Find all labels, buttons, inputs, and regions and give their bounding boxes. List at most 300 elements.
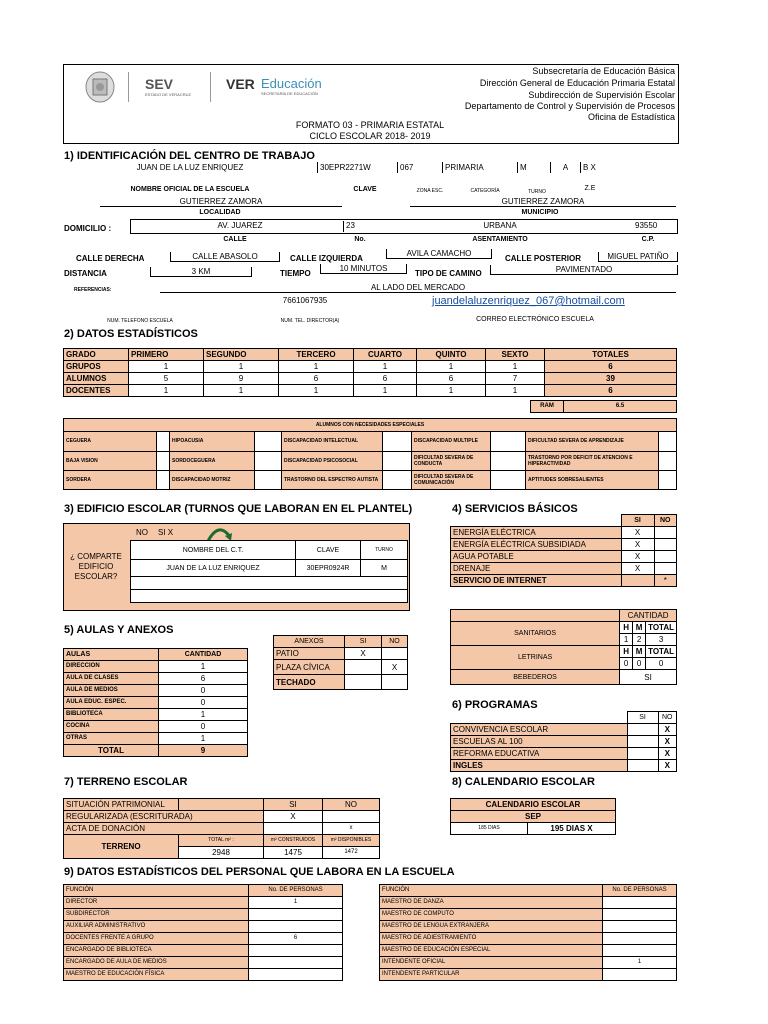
ver-logo-text: VER xyxy=(226,76,255,92)
cell: X xyxy=(621,551,654,563)
table-row xyxy=(380,921,677,933)
bx-value: B X xyxy=(581,162,678,173)
cell: DISCAPACIDAD INTELECTUAL xyxy=(282,432,383,452)
cell: 2948 xyxy=(179,847,264,859)
cell: X xyxy=(621,563,654,575)
cell xyxy=(382,675,408,690)
cell xyxy=(345,660,382,675)
cell xyxy=(654,539,677,551)
cell xyxy=(345,675,382,690)
section-3-title: 3) EDIFICIO ESCOLAR (TURNOS QUE LABORAN EN EL PLANTEL) xyxy=(64,503,413,515)
row-label: MAESTRO DE DANZA xyxy=(380,897,603,909)
row-label: MAESTRO DE EDUCACIÓN FÍSICA xyxy=(64,969,249,981)
cell: X xyxy=(621,527,654,539)
table-row xyxy=(131,560,408,577)
header-cuarto: CUARTO xyxy=(354,349,417,361)
distancia-value: 3 KM xyxy=(150,267,252,277)
cell: 1 xyxy=(620,634,633,646)
sev-subtitle: ESTADO DE VERACRUZ xyxy=(145,92,191,97)
row-label: AULA DE MEDIOS xyxy=(64,685,159,697)
table-row xyxy=(380,945,677,957)
header-line-1: Subsecretaría de Educación Básica xyxy=(532,66,675,76)
cell: 0 xyxy=(620,658,633,670)
row-label: CONVIVENCIA ESCOLAR xyxy=(451,724,628,736)
header-personas: No. DE PERSONAS xyxy=(249,885,343,897)
estadisticos-table xyxy=(63,348,677,397)
row-label: INTENDENTE OFICIAL xyxy=(380,957,603,969)
row-label: DOCENTES xyxy=(64,385,129,397)
table-row xyxy=(64,709,248,721)
table-row xyxy=(64,685,248,697)
table-row xyxy=(380,957,677,969)
row-label: MAESTRO DE ADIESTRAMIENTO xyxy=(380,933,603,945)
identificacion-row xyxy=(63,162,677,173)
cell: DISCAPACIDAD MOTRIZ xyxy=(170,471,255,490)
cell: BAJA VISION xyxy=(64,452,157,471)
formato-title: FORMATO 03 - PRIMARIA ESTATAL xyxy=(295,120,445,130)
table-row xyxy=(451,760,677,772)
row-label: ENCARGADO DE AULA DE MEDIOS xyxy=(64,957,249,969)
sev-logo-text: SEV xyxy=(145,76,174,92)
cell: x xyxy=(323,823,380,835)
cell: TRASTORNO DEL ESPECTRO AUTISTA xyxy=(282,471,383,490)
cell: X xyxy=(658,748,677,760)
calle-derecha-value: CALLE ABASOLO xyxy=(170,252,280,262)
table-row xyxy=(131,577,408,590)
cell: 2 xyxy=(633,634,646,646)
row-label: AULA DE CLASES xyxy=(64,673,159,685)
row-label: OTRAS xyxy=(64,733,159,745)
calle-posterior-value: MIGUEL PATIÑO xyxy=(598,252,678,262)
cell: 1 xyxy=(129,385,204,397)
ram-table xyxy=(530,400,677,413)
label-municipio: MUNICIPIO xyxy=(521,209,559,216)
ram-value: 6.5 xyxy=(564,401,677,413)
cell: 6 xyxy=(279,373,354,385)
cell: 195 DIAS X xyxy=(528,823,616,835)
cell xyxy=(603,909,677,921)
row-label: AGUA POTABLE xyxy=(451,551,622,563)
total-cell: 6 xyxy=(545,385,677,397)
header-line-5: Oficina de Estadística xyxy=(587,112,675,122)
telefono-value: 7661067935 xyxy=(282,296,328,305)
header-no: NO xyxy=(382,636,408,648)
row-label: ACTA DE DONACIÓN xyxy=(64,823,264,835)
cell: DIFICULTAD SEVERA DE COMUNICACIÓN xyxy=(412,471,491,490)
total-value: 9 xyxy=(159,745,248,757)
divider-line xyxy=(128,72,129,102)
comparte-pregunta: ¿ COMPARTE EDIFICIO ESCOLAR? xyxy=(70,552,122,581)
header-si: SI xyxy=(621,515,654,527)
table-row xyxy=(64,661,248,673)
cell xyxy=(603,897,677,909)
asentamiento-value: URBANA xyxy=(483,221,517,230)
table-row xyxy=(64,721,248,733)
cell xyxy=(603,969,677,981)
label-cp: C.P. xyxy=(641,236,655,243)
label-correo: CORREO ELECTRÓNICO ESCUELA xyxy=(476,316,594,323)
header-disponibles: m² DISPONIBLES xyxy=(323,835,380,847)
table-row xyxy=(64,909,343,921)
header-total: TOTAL xyxy=(646,646,677,658)
nee-title: ALUMNOS CON NECESIDADES ESPECIALES xyxy=(64,419,677,432)
header-grado: GRADO xyxy=(64,349,129,361)
header-construidos: m² CONSTRUIDOS xyxy=(264,835,323,847)
row-label: PATIO xyxy=(274,648,345,660)
header-aulas: AULAS xyxy=(64,649,159,661)
header-no: NO xyxy=(654,515,677,527)
cell xyxy=(654,527,677,539)
table-row xyxy=(64,945,343,957)
cell xyxy=(603,933,677,945)
row-label: MAESTRO DE EDUCACIÓN ESPECIAL xyxy=(380,945,603,957)
label-nombre: NOMBRE OFICIAL DE LA ESCUELA xyxy=(130,186,250,193)
cell: HIPOACUSIA xyxy=(170,432,255,452)
letrinas-label: LETRINAS xyxy=(451,646,620,670)
cell: 1 xyxy=(354,385,417,397)
cell: 185 DIAS xyxy=(451,823,528,835)
educacion-logo-text: Educación xyxy=(261,76,322,91)
table-row xyxy=(64,385,677,397)
header-no: NO xyxy=(323,799,380,811)
table-row xyxy=(64,957,343,969)
label-distancia: DISTANCIA xyxy=(64,269,107,278)
calle-izquierda-value: AVILA CAMACHO xyxy=(386,249,492,259)
table-row xyxy=(451,724,677,736)
header-calendario: CALENDARIO ESCOLAR xyxy=(451,799,616,811)
header-totales: TOTALES xyxy=(545,349,677,361)
label-telefono: NUM. TELEFONO ESCUELA xyxy=(107,318,173,324)
table-row xyxy=(451,527,677,539)
personal-left-table xyxy=(63,884,343,981)
header-situacion: SITUACIÓN PATRIMONIAL xyxy=(64,799,179,811)
cell: 0 xyxy=(159,685,248,697)
cell: X xyxy=(264,811,323,823)
table-row xyxy=(64,811,380,823)
label-domicilio: DOMICILIO : xyxy=(64,224,112,233)
row-label: MAESTRO DE LENGUA EXTRANJERA xyxy=(380,921,603,933)
row-label: PLAZA CÍVICA xyxy=(274,660,345,675)
cell: 1 xyxy=(279,361,354,373)
cell: 0 xyxy=(646,658,677,670)
row-label: INGLES xyxy=(451,760,628,772)
cell: 1475 xyxy=(264,847,323,859)
bebederos-label: BEBEDEROS xyxy=(451,670,620,685)
edificio-table xyxy=(130,540,408,603)
cell: APTITUDES SOBRESALIENTES xyxy=(526,471,659,490)
programas-table xyxy=(450,711,677,772)
cell: 5 xyxy=(129,373,204,385)
cell xyxy=(249,957,343,969)
table-row xyxy=(274,675,408,690)
cell: 0 xyxy=(159,721,248,733)
table-row xyxy=(64,361,677,373)
total-cell: 6 xyxy=(545,361,677,373)
cell: 0 xyxy=(159,697,248,709)
label-zona: ZONA ESC. xyxy=(416,188,444,194)
section-9-title: 9) DATOS ESTADÍSTICOS DEL PERSONAL QUE LABORA EN LA ESCUELA xyxy=(64,866,455,878)
cell xyxy=(654,563,677,575)
table-row xyxy=(64,933,343,945)
cell: 3 xyxy=(646,634,677,646)
cell: 7 xyxy=(486,373,545,385)
header-si: SI xyxy=(627,712,658,724)
row-label: AULA EDUC. ESPEC. xyxy=(64,697,159,709)
row-label: ESCUELAS AL 100 xyxy=(451,736,628,748)
cell xyxy=(249,945,343,957)
row-label: GRUPOS xyxy=(64,361,129,373)
row-label: AUXILIAR ADMINISTRATIVO xyxy=(64,921,249,933)
table-row xyxy=(64,969,343,981)
escuela-value: JUAN DE LA LUZ ENRIQUEZ xyxy=(63,162,318,173)
header-line-3: Subdirección de Supervisión Escolar xyxy=(528,90,675,100)
table-row xyxy=(451,736,677,748)
header-no: NO xyxy=(658,712,677,724)
label-referencias: REFERENCIAS: xyxy=(74,287,112,293)
servicios-table xyxy=(450,514,677,587)
no-value: 23 xyxy=(343,221,355,232)
categoria-value: PRIMARIA xyxy=(443,162,518,173)
header-funcion: FUNCIÓN xyxy=(64,885,249,897)
row-label: DIRECTOR xyxy=(64,897,249,909)
table-row xyxy=(64,733,248,745)
sanitarios-label: SANITARIOS xyxy=(451,622,620,646)
row-label: ENCARGADO DE BIBLIOTECA xyxy=(64,945,249,957)
header-total: TOTAL m² : xyxy=(179,835,264,847)
header-m: M xyxy=(633,646,646,658)
cell: X xyxy=(345,648,382,660)
table-row xyxy=(380,933,677,945)
header-line-2: Dirección General de Educación Primaria Estatal xyxy=(479,78,675,88)
ram-label: RAM xyxy=(531,401,564,413)
cell xyxy=(249,969,343,981)
cell: 1472 xyxy=(323,847,380,859)
sep-label: SEP xyxy=(451,811,616,823)
row-label: MAESTRO DE COMPUTO xyxy=(380,909,603,921)
cell: 1 xyxy=(417,361,486,373)
cell xyxy=(603,921,677,933)
header-si: SI xyxy=(345,636,382,648)
section-4-title: 4) SERVICIOS BÁSICOS xyxy=(452,503,578,515)
edificio-no: NO xyxy=(136,528,148,537)
cell: 9 xyxy=(204,373,279,385)
table-row xyxy=(64,452,677,471)
total-label: TOTAL xyxy=(64,745,159,757)
table-row xyxy=(64,697,248,709)
cell: 1 xyxy=(159,709,248,721)
header-turno: TURNO xyxy=(361,541,408,560)
cell: 1 xyxy=(204,385,279,397)
label-tipo-camino: TIPO DE CAMINO xyxy=(415,269,482,278)
cell: 1 xyxy=(159,733,248,745)
cell xyxy=(603,945,677,957)
label-calle-izquierda: CALLE IZQUIERDA xyxy=(290,254,363,263)
terreno-label: TERRENO xyxy=(64,835,179,859)
cell: X xyxy=(621,539,654,551)
table-row xyxy=(274,660,408,675)
label-clave: CLAVE xyxy=(353,186,377,193)
row-label: ENERGÍA ELÉCTRICA xyxy=(451,527,622,539)
label-categoria: CATEGORÍA xyxy=(470,188,500,194)
table-row xyxy=(451,539,677,551)
header-sexto: SEXTO xyxy=(486,349,545,361)
row-label: BIBLIOTECA xyxy=(64,709,159,721)
cell: * xyxy=(654,575,677,587)
row-label: DIRECCION xyxy=(64,661,159,673)
cell xyxy=(621,575,654,587)
cell: JUAN DE LA LUZ ENRIQUEZ xyxy=(131,560,296,577)
row-label: COCINA xyxy=(64,721,159,733)
table-row xyxy=(64,921,343,933)
row-label: ENERGÍA ELÉCTRICA SUBSIDIADA xyxy=(451,539,622,551)
cell: 1 xyxy=(159,661,248,673)
municipio-value: GUTIERREZ ZAMORA xyxy=(410,197,676,207)
cell xyxy=(249,909,343,921)
cell: DIFICULTAD SEVERA DE APRENDIZAJE xyxy=(526,432,659,452)
header-total: TOTAL xyxy=(646,622,677,634)
header-anexos: ANEXOS xyxy=(274,636,345,648)
cell: 1 xyxy=(486,361,545,373)
header-m: M xyxy=(633,622,646,634)
table-row xyxy=(451,563,677,575)
header-personas: No. DE PERSONAS xyxy=(603,885,677,897)
cell: 1 xyxy=(417,385,486,397)
terreno-table xyxy=(63,798,380,859)
referencias-value: AL LADO DEL MERCADO xyxy=(160,283,676,293)
table-row xyxy=(64,471,677,490)
table-row xyxy=(64,673,248,685)
cell: 1 xyxy=(354,361,417,373)
cell: 6 xyxy=(159,673,248,685)
table-row xyxy=(451,748,677,760)
table-row xyxy=(380,909,677,921)
header-quinto: QUINTO xyxy=(417,349,486,361)
nee-table xyxy=(63,418,677,490)
row-label: SUBDIRECTOR xyxy=(64,909,249,921)
header-cantidad: CANTIDAD xyxy=(620,610,677,622)
cell: M xyxy=(361,560,408,577)
row-label: DRENAJE xyxy=(451,563,622,575)
table-row xyxy=(451,551,677,563)
table-row xyxy=(64,432,677,452)
row-label: REFORMA EDUCATIVA xyxy=(451,748,628,760)
cell: SORDERA xyxy=(64,471,157,490)
coat-of-arms-icon xyxy=(82,70,118,104)
header-funcion: FUNCIÓN xyxy=(380,885,603,897)
row-label: DOCENTES FRENTE A GRUPO xyxy=(64,933,249,945)
cell: DISCAPACIDAD PSICOSOCIAL xyxy=(282,452,383,471)
row-label: ALUMNOS xyxy=(64,373,129,385)
cell: 6 xyxy=(417,373,486,385)
header-si: SI xyxy=(264,799,323,811)
label-tel-director: NUM. TEL. DIRECTOR(A) xyxy=(280,318,340,324)
cell: 1 xyxy=(486,385,545,397)
table-row xyxy=(380,969,677,981)
header-h: H xyxy=(620,622,633,634)
table-row xyxy=(64,373,677,385)
cp-value: 93550 xyxy=(635,221,658,230)
section-8-title: 8) CALENDARIO ESCOLAR xyxy=(452,776,596,788)
table-row xyxy=(64,897,343,909)
label-no: No. xyxy=(354,236,366,243)
cell xyxy=(382,648,408,660)
table-row xyxy=(274,648,408,660)
label-calle: CALLE xyxy=(223,236,247,243)
localidad-value: GUTIERREZ ZAMORA xyxy=(100,197,342,207)
cell: 1 xyxy=(204,361,279,373)
cell: 1 xyxy=(603,957,677,969)
section-1-title: 1) IDENTIFICACIÓN DEL CENTRO DE TRABAJO xyxy=(64,150,315,162)
header-tercero: TERCERO xyxy=(279,349,354,361)
row-label: TECHADO xyxy=(274,675,345,690)
cell: SORDOCEGUERA xyxy=(170,452,255,471)
table-row xyxy=(451,823,616,835)
header-clave: CLAVE xyxy=(296,541,361,560)
section-6-title: 6) PROGRAMAS xyxy=(452,699,538,711)
ciclo-title: CICLO ESCOLAR 2018- 2019 xyxy=(309,131,431,141)
section-2-title: 2) DATOS ESTADÍSTICOS xyxy=(64,328,198,340)
aulas-table xyxy=(63,648,248,757)
calle-value: AV. JUAREZ xyxy=(217,221,263,230)
turno-value: M xyxy=(518,162,551,173)
cell: 1 xyxy=(249,897,343,909)
header-nombre: NOMBRE DEL C.T. xyxy=(131,541,296,560)
section-5-title: 5) AULAS Y ANEXOS xyxy=(64,624,174,636)
cell xyxy=(249,921,343,933)
cell: CEGUERA xyxy=(64,432,157,452)
cell: TRASTORNO POR DEFICIT DE ATENCION E HIPERACTIVIDAD xyxy=(526,452,659,471)
header-segundo: SEGUNDO xyxy=(204,349,279,361)
cell: DIFICULTAD SEVERA DE CONDUCTA xyxy=(412,452,491,471)
cell: X xyxy=(658,724,677,736)
cell: X xyxy=(658,736,677,748)
ze-value: A xyxy=(551,162,581,173)
cell: 1 xyxy=(279,385,354,397)
clave-value: 30EPR2271W xyxy=(318,162,398,173)
label-tiempo: TIEMPO xyxy=(280,269,311,278)
label-calle-derecha: CALLE DERECHA xyxy=(76,254,145,263)
calendario-table xyxy=(450,798,616,835)
cell xyxy=(654,551,677,563)
email-value[interactable]: juandelaluzenriquez_067@hotmail.com xyxy=(432,295,625,307)
label-asentamiento: ASENTAMIENTO xyxy=(472,236,528,243)
label-calle-posterior: CALLE POSTERIOR xyxy=(505,254,582,263)
cell: DISCAPACIDAD MULTIPLE xyxy=(412,432,491,452)
edificio-si: SI X xyxy=(158,528,174,537)
row-label: SERVICIO DE INTERNET xyxy=(451,575,622,587)
zona-value: 067 xyxy=(398,162,443,173)
label-localidad: LOCALIDAD xyxy=(199,209,241,216)
sanitarios-table xyxy=(450,609,677,685)
table-row xyxy=(380,897,677,909)
header-cantidad: CANTIDAD xyxy=(159,649,248,661)
header-h: H xyxy=(620,646,633,658)
personal-right-table xyxy=(379,884,677,981)
header-primero: PRIMERO xyxy=(129,349,204,361)
table-row xyxy=(451,575,677,587)
cell: 30EPR0924R xyxy=(296,560,361,577)
cell: X xyxy=(382,660,408,675)
divider-line xyxy=(210,72,211,102)
cell: 6 xyxy=(249,933,343,945)
header-line-4: Departamento de Control y Supervisión de Procesos xyxy=(464,101,675,111)
cell: X xyxy=(658,760,677,772)
row-label: REGULARIZADA (ESCRITURADA) xyxy=(64,811,264,823)
cell: 0 xyxy=(633,658,646,670)
table-row xyxy=(64,823,380,835)
label-turno: TURNO xyxy=(528,189,546,195)
cell: 1 xyxy=(129,361,204,373)
